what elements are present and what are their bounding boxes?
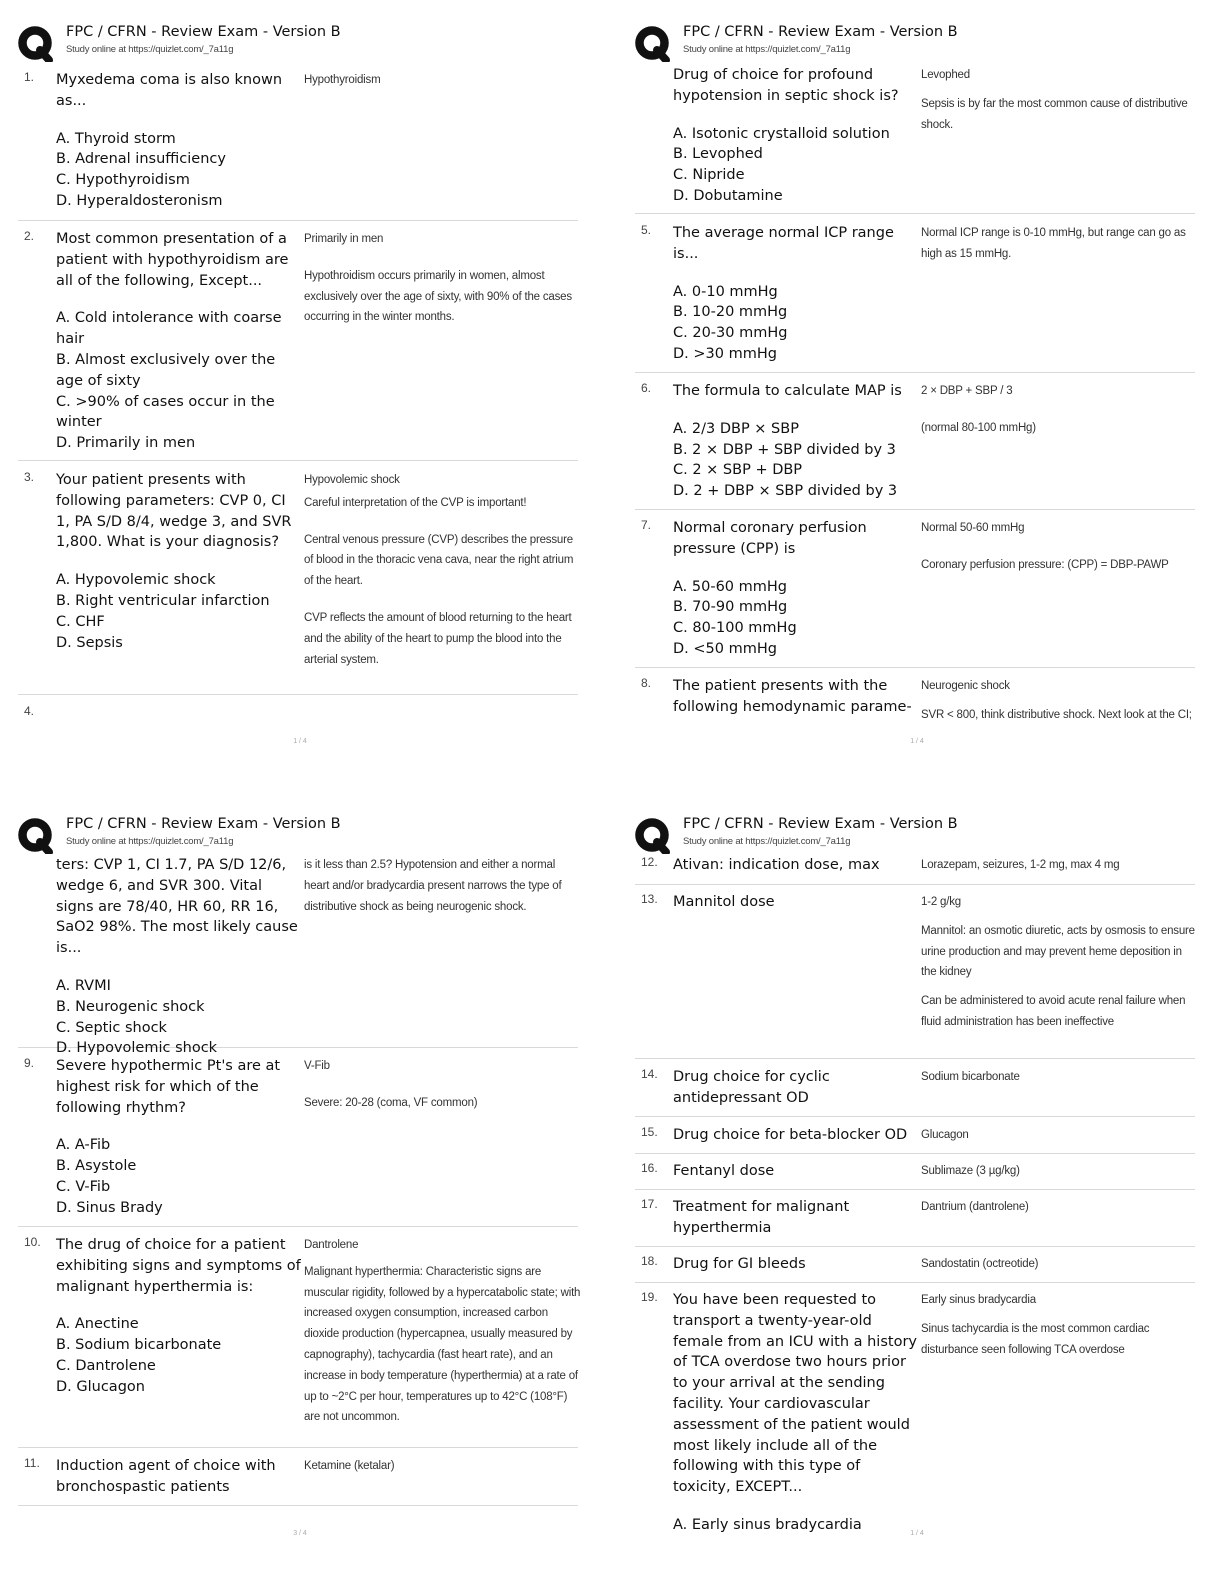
answer-option: D. 2 + DBP × SBP divided by 3 (673, 483, 898, 500)
answer-text: Primarily in men (304, 233, 384, 245)
answer-text: Sandostatin (octreotide) (921, 1258, 1039, 1270)
page-header (18, 814, 578, 854)
answer-option: D. <50 mmHg (673, 640, 777, 657)
question-card (635, 518, 1195, 668)
question-stem: Fentanyl dose (673, 1163, 775, 1179)
answer-option: C. V-Fib (56, 1178, 111, 1195)
answer-text: Glucagon (921, 1129, 969, 1141)
answer-text: Sublimaze (3 µg/kg) (921, 1165, 1020, 1177)
question-card (18, 229, 578, 461)
answer-option: B. 70-90 mmHg (673, 599, 788, 616)
question-card (18, 1456, 578, 1506)
answer-option: C. 80-100 mmHg (673, 620, 797, 637)
question-card (635, 65, 1195, 214)
question-number: 4. (24, 704, 35, 718)
answer-option: B. Levophed (673, 146, 763, 163)
question-stem: Drug for GI bleeds (673, 1256, 806, 1272)
answer-explanation: Careful interpretation of the CVP is important! (304, 496, 527, 509)
answer-explanation: Hypothroidism occurs primarily in women, almost exclusively over the age of sixty, with 90% of the cases occurring in the winter months. (304, 269, 572, 324)
answer-explanation: Can be administered to avoid acute renal failure when fluid administration has been ineffective (921, 995, 1186, 1028)
answer-option: B. Asystole (56, 1158, 137, 1175)
answer-option: B. 2 × DBP + SBP divided by 3 (673, 441, 896, 458)
page-3 (0, 792, 600, 1582)
page-header (635, 22, 1195, 62)
answer-text: Hypovolemic shock (304, 474, 400, 486)
question-stem: Mannitol dose (673, 894, 775, 910)
question-stem: Severe hypothermic Pt's are at highest risk for which of the following rhythm? (56, 1058, 281, 1116)
study-link[interactable]: Study online at https://quizlet.com/_7a11g (66, 836, 234, 847)
quizlet-logo-icon (18, 26, 54, 62)
question-number: 15. (641, 1125, 658, 1139)
study-link[interactable]: Study online at https://quizlet.com/_7a11g (683, 44, 851, 55)
answer-text: V-Fib (304, 1060, 330, 1072)
answer-explanation: Coronary perfusion pressure: (CPP) = DBP-PAWP (921, 558, 1169, 571)
question-stem: The formula to calculate MAP is (673, 383, 902, 399)
question-number: 12. (641, 855, 658, 869)
answer-option: B. Almost exclusively over the age of sixty (56, 351, 276, 389)
answer-explanation: Sepsis is by far the most common cause of distributive shock. (921, 97, 1188, 131)
answer-option: C. Nipride (673, 167, 745, 184)
answer-option: D. Hyperaldosteronism (56, 192, 223, 209)
question-card (635, 676, 1195, 736)
answer-option: C. 20-30 mmHg (673, 325, 788, 342)
answer-option: A. Cold intolerance with coarse hair (56, 310, 282, 348)
study-link[interactable]: Study online at https://quizlet.com/_7a11g (66, 44, 234, 55)
answer-option: C. Septic shock (56, 1019, 167, 1036)
question-card (18, 704, 578, 734)
question-stem: The average normal ICP range is... (673, 225, 894, 262)
question-card (635, 1067, 1195, 1117)
answer-option: A. Anectine (56, 1316, 139, 1333)
answer-option: B. Right ventricular infarction (56, 592, 270, 609)
answer-text: 1-2 g/kg (921, 896, 961, 908)
answer-explanation: (normal 80-100 mmHg) (921, 421, 1036, 434)
question-stem: Myxedema coma is also known as... (56, 72, 283, 109)
answer-text: Dantrium (dantrolene) (921, 1201, 1029, 1213)
study-link[interactable]: Study online at https://quizlet.com/_7a11g (683, 836, 851, 847)
answer-explanation: SVR < 800, think distributive shock. Next look at the CI; (921, 708, 1192, 721)
answer-text: Normal 50-60 mmHg (921, 522, 1025, 534)
answer-option: A. 2/3 DBP × SBP (673, 420, 799, 437)
question-card (18, 855, 578, 1057)
answer-text: Ketamine (ketalar) (304, 1460, 395, 1472)
question-card (635, 1290, 1195, 1533)
question-number: 9. (24, 1056, 35, 1070)
page-number: 1 / 4 (910, 738, 924, 745)
quizlet-logo-icon (18, 818, 54, 854)
page-2 (617, 0, 1217, 790)
question-stem: Ativan: indication dose, max (673, 857, 880, 873)
question-stem: Treatment for malignant hyperthermia (673, 1199, 850, 1236)
answer-option: B. Sodium bicarbonate (56, 1337, 222, 1354)
question-card (635, 1254, 1195, 1283)
answer-option: D. Dobutamine (673, 187, 783, 204)
answer-option: A. A-Fib (56, 1137, 111, 1154)
question-card (635, 1161, 1195, 1190)
answer-option: D. Sinus Brady (56, 1199, 163, 1216)
answer-text: 2 × DBP + SBP / 3 (921, 385, 1013, 397)
question-card (18, 470, 578, 695)
page-number: 3 / 4 (293, 1530, 307, 1537)
answer-option: A. 0-10 mmHg (673, 283, 778, 300)
question-number: 3. (24, 470, 35, 484)
question-card (635, 892, 1195, 1059)
answer-text: Dantrolene (304, 1239, 359, 1251)
answer-text: Sodium bicarbonate (921, 1071, 1020, 1083)
question-card (18, 1056, 578, 1227)
question-number: 2. (24, 229, 35, 243)
question-number: 13. (641, 892, 658, 906)
question-number: 6. (641, 381, 652, 395)
question-number: 19. (641, 1290, 658, 1304)
document-title: FPC / CFRN - Review Exam - Version B (683, 816, 958, 832)
question-stem: Drug choice for beta-blocker OD (673, 1127, 908, 1143)
question-stem: Drug of choice for profound hypotension in septic shock is? (673, 67, 899, 104)
answer-text: Early sinus bradycardia (921, 1294, 1036, 1306)
answer-option: C. CHF (56, 613, 105, 630)
answer-option: D. Sepsis (56, 634, 123, 651)
answer-option: A. 50-60 mmHg (673, 578, 787, 595)
question-stem: You have been requested to transport a twenty-year-old female from an ICU with a history of TCA overdose two hours prior to your arrival at the sending facility. Your cardiovascular assessment of the patient would most likely include all of the following with this type of toxicity, EXCEPT... (673, 1292, 917, 1496)
answer-text: is it less than 2.5? Hypotension and either a normal heart and/or bradycardia present narrows the type of distributive shock as being neurogenic shock. (304, 859, 562, 913)
question-card (635, 1197, 1195, 1247)
question-number: 14. (641, 1067, 658, 1081)
answer-option: D. Primarily in men (56, 435, 196, 452)
question-number: 11. (24, 1456, 40, 1470)
question-number: 18. (641, 1254, 658, 1268)
document-title: FPC / CFRN - Review Exam - Version B (683, 24, 958, 40)
question-card (18, 70, 578, 221)
answer-option: B. Neurogenic shock (56, 998, 205, 1015)
question-card (635, 1125, 1195, 1154)
answer-option: C. Hypothyroidism (56, 172, 190, 189)
question-card (635, 381, 1195, 510)
quizlet-logo-icon (635, 818, 671, 854)
answer-text: Neurogenic shock (921, 680, 1010, 692)
question-stem: The drug of choice for a patient exhibiting signs and symptoms of malignant hyperthermia is: (56, 1237, 301, 1295)
question-stem: Induction agent of choice with bronchospastic patients (56, 1458, 276, 1495)
question-stem: ters: CVP 1, CI 1.7, PA S/D 12/6, wedge 6, and SVR 300. Vital signs are 78/40, HR 60, RR 16, SaO2 98%. The most likely cause is... (56, 857, 298, 957)
answer-option: C. 2 × SBP + DBP (673, 462, 803, 479)
answer-option: A. Early sinus bradycardia (673, 1516, 862, 1533)
answer-text: Hypothyroidism (304, 74, 381, 86)
question-stem: The patient presents with the following hemodynamic parame- (673, 678, 912, 715)
page-number: 1 / 4 (910, 1530, 924, 1537)
answer-explanation: Mannitol: an osmotic diuretic, acts by osmosis to ensure urine production and may prevent heme deposition in the kidney (921, 924, 1195, 979)
answer-option: A. Isotonic crystalloid solution (673, 125, 890, 142)
page-header (18, 22, 578, 62)
question-stem: Your patient presents with following parameters: CVP 0, CI 1, PA S/D 8/4, wedge 3, and SVR 1,800. What is your diagnosis? (56, 472, 292, 551)
answer-explanation: CVP reflects the amount of blood returning to the heart and the ability of the heart to pump the blood into the arterial system. (304, 611, 572, 666)
answer-option: A. Thyroid storm (56, 130, 176, 147)
document-title: FPC / CFRN - Review Exam - Version B (66, 24, 341, 40)
answer-text: Lorazepam, seizures, 1-2 mg, max 4 mg (921, 859, 1120, 871)
answer-option: A. RVMI (56, 977, 111, 994)
answer-option: C. Dantrolene (56, 1357, 156, 1374)
answer-option: B. 10-20 mmHg (673, 304, 788, 321)
question-number: 10. (24, 1235, 41, 1249)
answer-option: A. Hypovolemic shock (56, 572, 216, 589)
question-number: 1. (24, 70, 35, 84)
question-card (18, 1235, 581, 1448)
answer-explanation: Sinus tachycardia is the most common cardiac disturbance seen following TCA overdose (921, 1322, 1150, 1356)
answer-option: D. >30 mmHg (673, 345, 777, 362)
page-header (635, 814, 1195, 854)
question-number: 7. (641, 518, 652, 532)
question-stem: Normal coronary perfusion pressure (CPP) is (673, 520, 867, 557)
answer-option: D. Hypovolemic shock (56, 1040, 218, 1057)
question-card (635, 855, 1195, 885)
document-title: FPC / CFRN - Review Exam - Version B (66, 816, 341, 832)
question-number: 17. (641, 1197, 658, 1211)
question-stem: Most common presentation of a patient with hypothyroidism are all of the following, Except... (56, 231, 289, 289)
page-4 (617, 792, 1217, 1582)
answer-explanation: Malignant hyperthermia: Characteristic signs are muscular rigidity, followed by a hypercatabolic state; with increased oxygen consumption, increased carbon dioxide production (hypercapnea, usually measured by capnography), tachycardia (fast heart rate), and an increase in body temperature (hyperthermia) at a rate of up to ~2°C per hour, temperatures up to 42°C (108°F) are not uncommon. (304, 1265, 581, 1424)
answer-explanation: Severe: 20-28 (coma, VF common) (304, 1096, 478, 1109)
answer-option: B. Adrenal insufficiency (56, 151, 226, 168)
question-number: 16. (641, 1161, 658, 1175)
answer-text: Normal ICP range is 0-10 mmHg, but range can go as high as 15 mmHg. (921, 227, 1186, 260)
answer-explanation: Central venous pressure (CVP) describes the pressure of blood in the thoracic vena cava, near the right atrium of the heart. (304, 533, 574, 588)
question-card (635, 223, 1195, 373)
question-number: 5. (641, 223, 652, 237)
question-stem: Drug choice for cyclic antidepressant OD (673, 1069, 830, 1106)
question-number: 8. (641, 676, 652, 690)
quizlet-logo-icon (635, 26, 671, 62)
answer-option: C. >90% of cases occur in the winter (56, 393, 275, 431)
page-1 (0, 0, 600, 790)
page-number: 1 / 4 (293, 738, 307, 745)
answer-option: D. Glucagon (56, 1378, 145, 1395)
answer-text: Levophed (921, 69, 970, 81)
